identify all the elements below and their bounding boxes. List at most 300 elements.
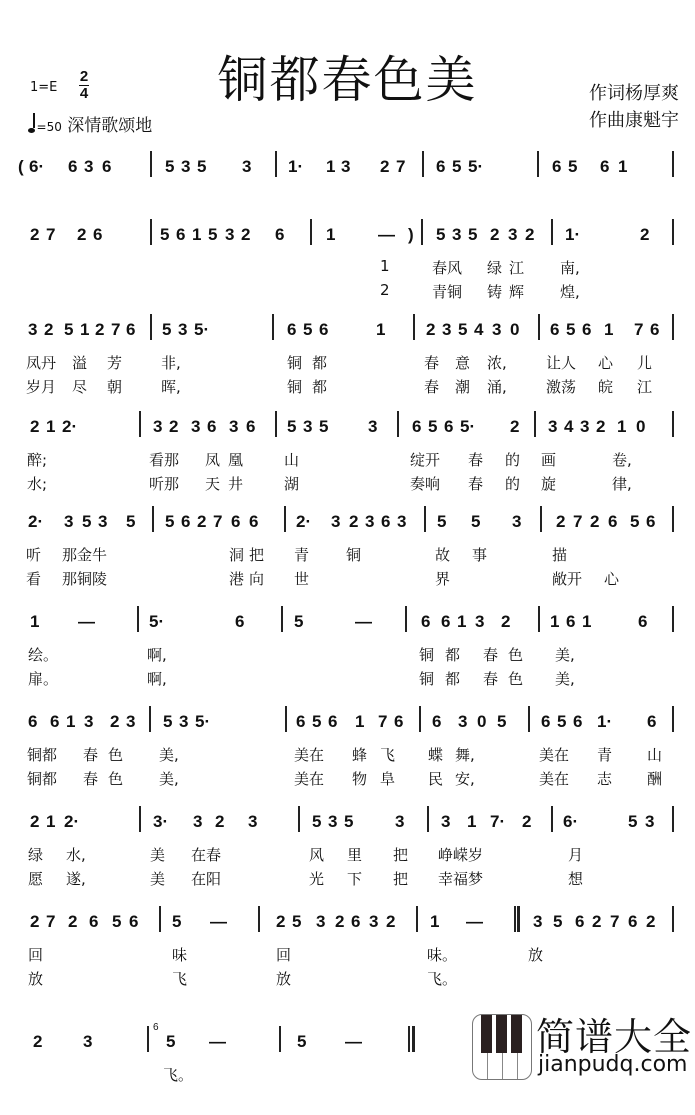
- note: 6: [412, 417, 422, 436]
- note: 3: [441, 812, 451, 831]
- note: 6: [628, 912, 638, 931]
- note: 2·: [62, 417, 78, 436]
- lyric-verse-2: 那铜陵: [62, 570, 108, 588]
- lyric-verse-1: 都: [445, 646, 461, 664]
- note: 6: [436, 157, 446, 176]
- note: 6: [650, 320, 660, 339]
- note: 2: [640, 225, 650, 244]
- note: 5: [297, 1032, 307, 1051]
- lyric-verse-1: 青: [597, 746, 613, 764]
- note: 6: [646, 512, 656, 531]
- note: 6: [394, 712, 404, 731]
- note: 5·: [468, 157, 484, 176]
- note: 2: [335, 912, 345, 931]
- bar-line: [672, 219, 674, 245]
- credits: [589, 80, 679, 134]
- lyric-verse-1: 心: [598, 354, 614, 372]
- lyric-verse-1: 凤: [205, 451, 221, 469]
- note: 2: [590, 512, 600, 531]
- note: 2: [522, 812, 532, 831]
- lyric-verse-1: 啊,: [147, 646, 167, 664]
- lyric-verse-2: 阜: [380, 770, 396, 788]
- note: 5: [64, 320, 74, 339]
- bar-line: [551, 806, 553, 832]
- lyric-verse-2: 晖,: [161, 378, 181, 396]
- note: 6: [550, 320, 560, 339]
- note: 5·: [194, 320, 210, 339]
- note: 3: [328, 812, 338, 831]
- note: 5: [172, 912, 182, 931]
- lyric-verse-1: 凰: [228, 451, 244, 469]
- note: 6: [582, 320, 592, 339]
- lyric-verse-2: 扉。: [28, 670, 59, 688]
- note: 2: [510, 417, 520, 436]
- note: 6: [573, 712, 583, 731]
- note: 5: [162, 320, 172, 339]
- note: 7: [213, 512, 223, 531]
- bar-line: [537, 151, 539, 177]
- lyric-verse-2: 尽: [72, 378, 88, 396]
- note: 3: [242, 157, 252, 176]
- lyric-verse-1: 芳: [107, 354, 123, 372]
- lyric-verse-1: 卷,: [612, 451, 632, 469]
- bar-line: [421, 219, 423, 245]
- bar-line: [534, 411, 536, 437]
- note: 5: [319, 417, 329, 436]
- note: 3: [84, 712, 94, 731]
- lyric-verse-2: 春: [468, 475, 484, 493]
- lyric-verse-1: 春风: [432, 259, 463, 277]
- note: 6: [129, 912, 139, 931]
- lyric-verse-2: 把: [393, 870, 409, 888]
- note: 1: [30, 612, 40, 631]
- lyric-verse-2: 遂,: [66, 870, 86, 888]
- lyric-verse-2: 色: [108, 770, 124, 788]
- note: 3: [248, 812, 258, 831]
- lyric-verse-2: 青铜: [432, 283, 463, 301]
- note: 3: [191, 417, 201, 436]
- bar-line: [397, 411, 399, 437]
- lyric-verse-1: 意: [455, 354, 471, 372]
- lyric-verse-2: 煌,: [560, 283, 580, 301]
- note: 1·: [565, 225, 581, 244]
- lyric-verse-1: 春: [83, 746, 99, 764]
- lyric-verse-1: 味: [172, 946, 188, 964]
- expression-marking: 深情歌颂地: [67, 116, 153, 136]
- note: 5: [471, 512, 481, 531]
- bar-line: [284, 506, 286, 532]
- score-row: [0, 700, 695, 795]
- lyric-verse-2: 飞: [172, 970, 188, 988]
- lyric-verse-2: 美在: [539, 770, 570, 788]
- lyric-verse-2: 春: [83, 770, 99, 788]
- lyric-verse-2: 在阳: [191, 870, 222, 888]
- lyric-verse-2: 水;: [27, 475, 48, 493]
- note: 2: [44, 320, 54, 339]
- lyric-verse-1: 儿: [637, 354, 653, 372]
- note: 3: [492, 320, 502, 339]
- bar-line: [672, 706, 674, 732]
- note: 2: [33, 1032, 43, 1051]
- lyric-verse-2: 涌,: [487, 378, 507, 396]
- note: 1: [192, 225, 202, 244]
- bar-line: [159, 906, 161, 932]
- note: 5: [312, 812, 322, 831]
- note: 2: [215, 812, 225, 831]
- lyric-verse-2: 幸福梦: [438, 870, 484, 888]
- lyric-verse-1: 放: [528, 946, 544, 964]
- note: 1: [326, 157, 336, 176]
- lyric-verse-1: 色: [108, 746, 124, 764]
- lyric-verse-1: 的: [505, 451, 521, 469]
- score-row: [0, 500, 695, 595]
- note: 5·: [195, 712, 211, 731]
- note: 1: [80, 320, 90, 339]
- lyric-verse-1: 峥嵘岁: [438, 846, 484, 864]
- lyric-verse-1: 醉;: [27, 451, 48, 469]
- lyric-verse-1: 山: [284, 451, 300, 469]
- score-row: [0, 405, 695, 500]
- bar-line: [413, 314, 415, 340]
- lyric-verse-1: 绿: [487, 259, 503, 277]
- lyric-verse-1: 让人: [546, 354, 577, 372]
- lyric-verse-2: 美,: [159, 770, 179, 788]
- song-title: 铜都春色美: [217, 50, 478, 109]
- note: 2: [426, 320, 436, 339]
- bar-line: [150, 219, 152, 245]
- lyric-verse-1: 洞: [229, 546, 245, 564]
- note: 3: [458, 712, 468, 731]
- note: 5: [160, 225, 170, 244]
- note: 5: [566, 320, 576, 339]
- lyric-verse-1: 把: [249, 546, 265, 564]
- lyric-verse-1: 蜂: [352, 746, 368, 764]
- note: 3: [178, 320, 188, 339]
- lyric-verse-2: 放: [276, 970, 292, 988]
- note: 2: [646, 912, 656, 931]
- note: 2·: [64, 812, 80, 831]
- note: 1: [604, 320, 614, 339]
- note: 3: [397, 512, 407, 531]
- score-row: [0, 213, 695, 308]
- note: 2: [596, 417, 606, 436]
- lyric-verse-2: 2: [380, 281, 390, 299]
- lyric-verse-2: 心: [604, 570, 620, 588]
- note: —: [209, 1032, 226, 1051]
- lyric-verse-2: 湖: [284, 475, 300, 493]
- lyric-verse-2: 放: [28, 970, 44, 988]
- note: 6: [126, 320, 136, 339]
- note: 6: [207, 417, 217, 436]
- note: 6: [231, 512, 241, 531]
- note: 5: [82, 512, 92, 531]
- note: 2: [556, 512, 566, 531]
- lyric-verse-1: 事: [472, 546, 488, 564]
- lyric-verse-1: 铜都: [27, 746, 58, 764]
- note: 6: [93, 225, 103, 244]
- note: 2: [501, 612, 511, 631]
- quarter-note-icon: [28, 128, 35, 133]
- lyric-verse-1: 都: [312, 354, 328, 372]
- note: 5·: [149, 612, 165, 631]
- note: 3·: [153, 812, 169, 831]
- note: 5: [287, 417, 297, 436]
- note: 6·: [563, 812, 579, 831]
- note: 5: [568, 157, 578, 176]
- note: 2: [30, 225, 40, 244]
- watermark-cn: 简谱大全: [536, 1015, 693, 1059]
- note: 1: [617, 417, 627, 436]
- note: 6: [89, 912, 99, 931]
- note: 2: [490, 225, 500, 244]
- note: 6: [275, 225, 285, 244]
- lyric-verse-2: 铜都: [27, 770, 58, 788]
- note: —: [378, 225, 395, 244]
- lyric-verse-2: 想: [568, 870, 584, 888]
- note: 5: [344, 812, 354, 831]
- note: 3: [365, 512, 375, 531]
- note: 0: [636, 417, 646, 436]
- note: 3: [341, 157, 351, 176]
- note: 1: [457, 612, 467, 631]
- note: 5: [557, 712, 567, 731]
- note: 1: [430, 912, 440, 931]
- note: 1: [66, 712, 76, 731]
- key-signature: 1=E: [30, 80, 58, 95]
- note: 5: [497, 712, 507, 731]
- note: 7: [378, 712, 388, 731]
- note: 5: [303, 320, 313, 339]
- bar-line: [298, 806, 300, 832]
- note: 2: [30, 812, 40, 831]
- note: 2: [95, 320, 105, 339]
- lyric-verse-2: 志: [597, 770, 613, 788]
- bar-line: [540, 506, 542, 532]
- note: 1: [46, 417, 56, 436]
- note: 6: [50, 712, 60, 731]
- lyric-verse-1: 美在: [539, 746, 570, 764]
- note: 5: [452, 157, 462, 176]
- note: 5·: [460, 417, 476, 436]
- final-bar-line: [408, 1026, 410, 1052]
- note: 6: [176, 225, 186, 244]
- note: 3: [533, 912, 543, 931]
- bar-line: [672, 506, 674, 532]
- note: 7: [573, 512, 583, 531]
- note: —: [355, 612, 372, 631]
- lyric-verse-1: 蝶: [428, 746, 444, 764]
- lyric-verse-1: 月: [568, 846, 584, 864]
- note: 2: [110, 712, 120, 731]
- lyric-verse-1: 美在: [294, 746, 325, 764]
- note: 6: [181, 512, 191, 531]
- lyric-verse-1: 味。: [427, 946, 458, 964]
- note: 6: [246, 417, 256, 436]
- lyric-verse-1: 溢: [72, 354, 88, 372]
- bar-line: [150, 314, 152, 340]
- note: 2: [525, 225, 535, 244]
- lyric-verse-2: 美在: [294, 770, 325, 788]
- lyric-verse-2: 奏响: [410, 475, 441, 493]
- lyric-verse-1: 山: [647, 746, 663, 764]
- bar-line: [424, 506, 426, 532]
- note: 5: [428, 417, 438, 436]
- lyric-verse-2: 朝: [107, 378, 123, 396]
- note: 7: [46, 225, 56, 244]
- note: 5: [458, 320, 468, 339]
- lyric-verse-2: 铜: [419, 670, 435, 688]
- lyric-verse-2: 色: [508, 670, 524, 688]
- lyric-verse-1: 故: [435, 546, 451, 564]
- note: 3: [225, 225, 235, 244]
- note: 6: [287, 320, 297, 339]
- lyric-verse-1: 春: [424, 354, 440, 372]
- note: 1: [618, 157, 628, 176]
- lyric-verse-2: 都: [445, 670, 461, 688]
- note: 5: [628, 812, 638, 831]
- lyric-verse-2: 听那: [149, 475, 180, 493]
- note: 2: [77, 225, 87, 244]
- note: 3: [548, 417, 558, 436]
- note: 2: [30, 912, 40, 931]
- note: 2: [197, 512, 207, 531]
- lyric-verse-1: 青: [294, 546, 310, 564]
- note: 6: [552, 157, 562, 176]
- lyric-verse-2: 啊,: [147, 670, 167, 688]
- lyric-verse-2: 激荡: [546, 378, 577, 396]
- lyric-verse-2: 都: [312, 378, 328, 396]
- time-signature: [79, 70, 89, 101]
- bar-line: [538, 606, 540, 632]
- note: 3: [64, 512, 74, 531]
- lyric-verse-1: 飞。: [163, 1066, 194, 1084]
- note: 2: [380, 157, 390, 176]
- lyric-verse-2: 向: [249, 570, 265, 588]
- note: 3: [369, 912, 379, 931]
- bar-line: [672, 906, 674, 932]
- note: 6: [381, 512, 391, 531]
- bar-line: [416, 906, 418, 932]
- note: 5: [165, 157, 175, 176]
- note: 5: [197, 157, 207, 176]
- note: 6·: [29, 157, 45, 176]
- note: 5: [112, 912, 122, 931]
- piano-keys-icon: [472, 1014, 532, 1080]
- lyric-verse-2: 下: [347, 870, 363, 888]
- note: 5: [436, 225, 446, 244]
- lyric-verse-2: 安,: [455, 770, 475, 788]
- time-signature-top: 2: [79, 68, 89, 85]
- note: 3: [126, 712, 136, 731]
- lyric-verse-2: 民: [428, 770, 444, 788]
- lyric-verse-1: 春: [483, 646, 499, 664]
- note: 2: [386, 912, 396, 931]
- note: 3: [303, 417, 313, 436]
- note: 6: [638, 612, 648, 631]
- note: 2: [592, 912, 602, 931]
- lyric-verse-2: 春: [424, 378, 440, 396]
- lyric-verse-2: 界: [435, 570, 451, 588]
- note: 5: [437, 512, 447, 531]
- note: 6: [608, 512, 618, 531]
- note: 5: [126, 512, 136, 531]
- note: 3: [316, 912, 326, 931]
- note: 3: [153, 417, 163, 436]
- note: 1: [550, 612, 560, 631]
- lyric-verse-2: 春: [483, 670, 499, 688]
- note: 7: [396, 157, 406, 176]
- note: 6: [296, 712, 306, 731]
- note: 2: [30, 417, 40, 436]
- score-row: [0, 600, 695, 695]
- note: 6: [328, 712, 338, 731]
- lyric-verse-2: 看: [26, 570, 42, 588]
- note: 3: [512, 512, 522, 531]
- lyric-verse-1: 色: [508, 646, 524, 664]
- repeat-bar-line: [514, 906, 516, 932]
- note: 3: [508, 225, 518, 244]
- lyric-verse-1: 凤丹: [26, 354, 57, 372]
- note: 7: [610, 912, 620, 931]
- note: 6: [647, 712, 657, 731]
- lyric-verse-1: 舞,: [455, 746, 475, 764]
- bar-line: [279, 1026, 281, 1052]
- lyric-verse-1: 把: [393, 846, 409, 864]
- lyric-verse-2: 江: [637, 378, 653, 396]
- note: 3: [84, 157, 94, 176]
- bar-line: [275, 151, 277, 177]
- note: 5: [553, 912, 563, 931]
- note: 6: [441, 612, 451, 631]
- score-row: [0, 800, 695, 895]
- lyric-verse-2: 敞开: [552, 570, 583, 588]
- bar-line: [672, 151, 674, 177]
- note: 3: [475, 612, 485, 631]
- note: 2: [276, 912, 286, 931]
- note: 3: [368, 417, 378, 436]
- note: 6: [235, 612, 245, 631]
- note: 6: [566, 612, 576, 631]
- note: 2: [349, 512, 359, 531]
- note: 7·: [490, 812, 506, 831]
- note: 4: [474, 320, 484, 339]
- note: 3: [98, 512, 108, 531]
- lyric-verse-1: 南,: [560, 259, 580, 277]
- note: 5: [312, 712, 322, 731]
- time-signature-bottom: 4: [79, 85, 89, 102]
- lyric-verse-1: 美: [150, 846, 166, 864]
- note: 3: [83, 1032, 93, 1051]
- note: 2·: [28, 512, 44, 531]
- note: 0: [477, 712, 487, 731]
- lyric-verse-2: 的: [505, 475, 521, 493]
- note: 3: [181, 157, 191, 176]
- note: 1: [376, 320, 386, 339]
- lyric-verse-1: 1: [380, 257, 390, 275]
- watermark-url: jianpudq.com: [538, 1052, 688, 1077]
- lyric-verse-1: 春: [468, 451, 484, 469]
- note: 3: [193, 812, 203, 831]
- lyric-verse-1: 美,: [159, 746, 179, 764]
- note: 5: [468, 225, 478, 244]
- note: —: [78, 612, 95, 631]
- note: 6: [28, 712, 38, 731]
- note: 0: [510, 320, 520, 339]
- bar-line: [310, 219, 312, 245]
- note: 3: [442, 320, 452, 339]
- bar-line: [137, 606, 139, 632]
- bar-line: [419, 706, 421, 732]
